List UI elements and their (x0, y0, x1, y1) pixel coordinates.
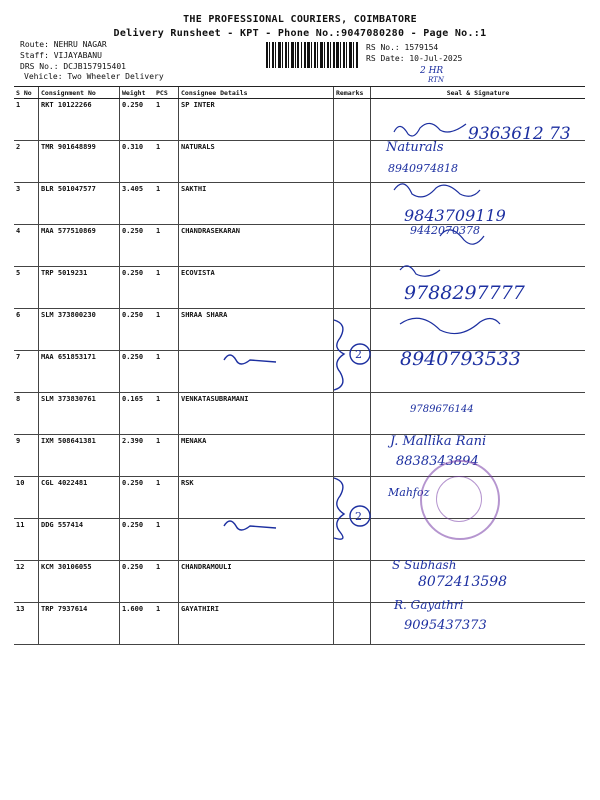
row-consignment-no: CGL 4022481 (39, 477, 120, 519)
row-remarks (334, 225, 371, 267)
rs-number: RS No.: 1579154 (366, 43, 439, 52)
row-sno: 2 (14, 141, 39, 183)
row-consignment-no: RKT 10122266 (39, 99, 120, 141)
row-sno: 1 (14, 99, 39, 141)
staff-label: Staff: VIJAYABANU (20, 51, 102, 60)
route-label: Route: NEHRU NAGAR (20, 40, 107, 49)
row-weight: 0.250 (120, 267, 155, 309)
row-pcs: 1 (154, 267, 179, 309)
row-consignee: CHANDRAMOULI (179, 561, 334, 603)
handwritten-name-13: R. Gayathri (394, 598, 464, 612)
row-consignment-no: TRP 7937614 (39, 603, 120, 645)
col-consignment: Consignment No (39, 87, 120, 99)
handwritten-phone-5: 9788297777 (404, 282, 525, 304)
row-consignment-no: SLM 373830761 (39, 393, 120, 435)
row-sno: 5 (14, 267, 39, 309)
handwritten-phone-8: 9789676144 (410, 404, 474, 415)
row-consignment-no: MAA 651853171 (39, 351, 120, 393)
handwritten-phone-12: 8072413598 (418, 574, 508, 590)
row-sno: 11 (14, 519, 39, 561)
courier-stamp (420, 460, 500, 540)
row-weight: 0.250 (120, 351, 155, 393)
row-pcs: 1 (154, 477, 179, 519)
row-consignee: GAYATHIRI (179, 603, 334, 645)
row-pcs: 1 (154, 519, 179, 561)
row-weight: 0.250 (120, 477, 155, 519)
row-pcs: 1 (154, 561, 179, 603)
handwritten-name-10: Mahfoz (388, 486, 430, 499)
handwritten-phone-4: 9442070378 (410, 224, 480, 237)
row-consignee: NATURALS (179, 141, 334, 183)
col-consignee: Consignee Details (179, 87, 334, 99)
row-pcs: 1 (154, 141, 179, 183)
row-remarks (334, 99, 371, 141)
row-pcs: 1 (154, 351, 179, 393)
row-sno: 13 (14, 603, 39, 645)
row-sno: 10 (14, 477, 39, 519)
handwritten-brackets (200, 310, 390, 540)
handwritten-phone-1: 9363612 73 (468, 124, 571, 144)
row-remarks (334, 141, 371, 183)
handwritten-phone-2: 8940974818 (388, 162, 458, 175)
row-weight: 0.310 (120, 141, 155, 183)
row-pcs: 1 (154, 309, 179, 351)
row-weight: 0.250 (120, 309, 155, 351)
barcode (266, 42, 358, 68)
bracket-count-2: 2 (355, 510, 362, 523)
table-header-row (14, 87, 585, 99)
row-consignment-no: TRP 5019231 (39, 267, 120, 309)
row-consignment-no: MAA 577510869 (39, 225, 120, 267)
document-title: THE PROFESSIONAL COURIERS, COIMBATORE (183, 14, 417, 25)
row-sno: 7 (14, 351, 39, 393)
handwritten-corner-note-2: RTN (428, 76, 444, 84)
row-remarks (334, 183, 371, 225)
col-weight: Weight (120, 87, 155, 99)
handwritten-corner-note: 2 HR (420, 66, 444, 76)
row-consignment-no: DDG 557414 (39, 519, 120, 561)
row-sno: 12 (14, 561, 39, 603)
row-consignment-no: BLR 501047577 (39, 183, 120, 225)
col-sno: S No (14, 87, 39, 99)
document-subtitle: Delivery Runsheet - KPT - Phone No.:9047080280 - Page No.:1 (113, 28, 487, 39)
row-weight: 3.405 (120, 183, 155, 225)
row-remarks (334, 603, 371, 645)
row-sno: 4 (14, 225, 39, 267)
row-weight: 0.250 (120, 519, 155, 561)
row-pcs: 1 (154, 393, 179, 435)
handwritten-phone-3: 9843709119 (404, 206, 506, 225)
row-sno: 8 (14, 393, 39, 435)
row-sno: 3 (14, 183, 39, 225)
bracket-count-1: 2 (355, 348, 362, 361)
row-pcs: 1 (154, 603, 179, 645)
row-pcs: 1 (154, 99, 179, 141)
row-weight: 0.165 (120, 393, 155, 435)
row-consignee: MENAKA (179, 435, 334, 477)
row-consignment-no: TMR 901648899 (39, 141, 120, 183)
row-consignee: VENKATASUBRAMANI (179, 393, 334, 435)
row-remarks (334, 561, 371, 603)
vehicle-label: Vehicle: Two Wheeler Delivery (24, 72, 164, 81)
handwritten-name-12: S Subhash (392, 558, 457, 572)
row-weight: 0.250 (120, 225, 155, 267)
row-weight: 0.250 (120, 99, 155, 141)
row-pcs: 1 (154, 183, 179, 225)
row-pcs: 1 (154, 435, 179, 477)
table-row (14, 603, 585, 645)
row-consignee: SAKTHI (179, 183, 334, 225)
row-pcs: 1 (154, 225, 179, 267)
col-pcs: PCS (154, 87, 179, 99)
handwritten-phone-7: 8940793533 (400, 348, 521, 370)
rs-date: RS Date: 10-Jul-2025 (366, 54, 463, 63)
row-consignment-no: IXM 508641381 (39, 435, 120, 477)
col-remarks: Remarks (334, 87, 371, 99)
signature-scribbles (380, 110, 590, 440)
handwritten-name-2: Naturals (386, 140, 444, 155)
row-sno: 9 (14, 435, 39, 477)
col-signature: Seal & Signature (371, 87, 586, 99)
row-consignee: CHANDRASEKARAN (179, 225, 334, 267)
row-remarks (334, 267, 371, 309)
row-consignment-no: KCM 30106055 (39, 561, 120, 603)
row-consignment-no: SLM 373800230 (39, 309, 120, 351)
row-consignee: SHRAA SHARA (179, 309, 334, 351)
row-consignee: RSK (179, 477, 334, 519)
handwritten-name-9: J. Mallika Rani (390, 434, 487, 449)
row-weight: 0.250 (120, 561, 155, 603)
handwritten-phone-9: 8838343894 (396, 454, 479, 469)
row-weight: 1.600 (120, 603, 155, 645)
row-consignee: SP INTER (179, 99, 334, 141)
row-consignee: ECOVISTA (179, 267, 334, 309)
row-weight: 2.390 (120, 435, 155, 477)
drs-label: DRS No.: DCJB157915401 (20, 62, 126, 71)
handwritten-phone-13: 9095437373 (404, 618, 487, 633)
row-sno: 6 (14, 309, 39, 351)
